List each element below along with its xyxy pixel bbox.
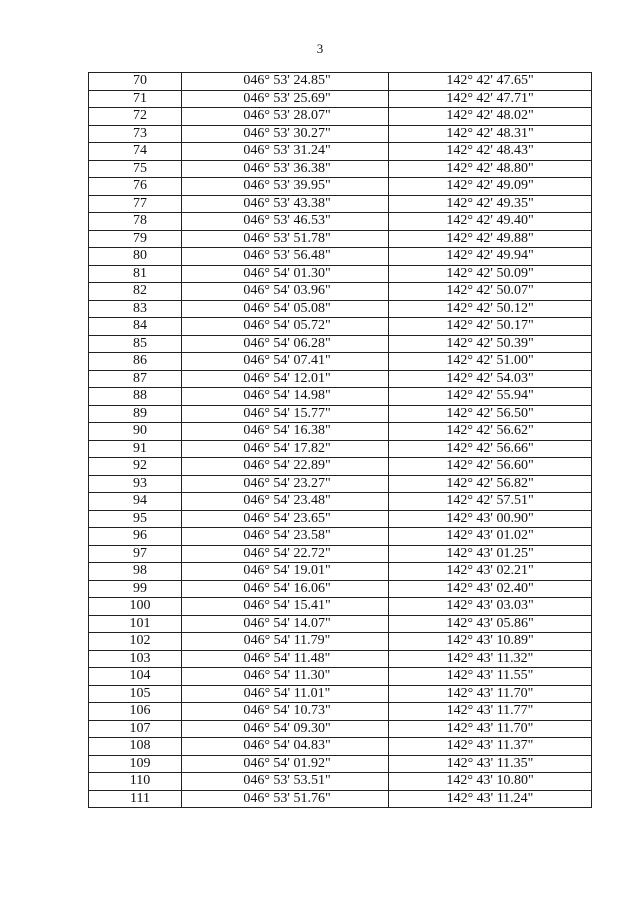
table-row (89, 580, 592, 598)
table-row (89, 615, 592, 633)
table-row (89, 318, 592, 336)
latitude-cell: 046° 54' 22.89" (182, 458, 389, 476)
latitude-cell: 046° 54' 15.77" (182, 405, 389, 423)
latitude-cell: 046° 54' 17.82" (182, 440, 389, 458)
table-row (89, 703, 592, 721)
table-row (89, 563, 592, 581)
longitude-cell: 142° 43' 11.70" (389, 685, 592, 703)
latitude-cell: 046° 54' 23.48" (182, 493, 389, 511)
latitude-cell: 046° 54' 22.72" (182, 545, 389, 563)
table-row (89, 738, 592, 756)
point-number-cell: 98 (89, 563, 182, 581)
latitude-cell: 046° 53' 25.69" (182, 90, 389, 108)
point-number-cell: 89 (89, 405, 182, 423)
table-row (89, 125, 592, 143)
page-number: 3 (316, 41, 324, 56)
longitude-cell: 142° 42' 49.88" (389, 230, 592, 248)
point-number-cell: 70 (89, 73, 182, 91)
table-row (89, 458, 592, 476)
latitude-cell: 046° 54' 14.07" (182, 615, 389, 633)
table-row (89, 510, 592, 528)
longitude-cell: 142° 42' 48.31" (389, 125, 592, 143)
point-number-cell: 108 (89, 738, 182, 756)
point-number-cell: 76 (89, 178, 182, 196)
point-number-cell: 103 (89, 650, 182, 668)
latitude-cell: 046° 54' 01.30" (182, 265, 389, 283)
latitude-cell: 046° 53' 28.07" (182, 108, 389, 126)
coordinates-table-body (89, 73, 592, 808)
longitude-cell: 142° 42' 54.03" (389, 370, 592, 388)
point-number-cell: 78 (89, 213, 182, 231)
table-row (89, 213, 592, 231)
longitude-cell: 142° 43' 11.55" (389, 668, 592, 686)
point-number-cell: 99 (89, 580, 182, 598)
point-number-cell: 90 (89, 423, 182, 441)
point-number-cell: 71 (89, 90, 182, 108)
latitude-cell: 046° 54' 12.01" (182, 370, 389, 388)
table-row (89, 143, 592, 161)
longitude-cell: 142° 42' 47.65" (389, 73, 592, 91)
latitude-cell: 046° 54' 10.73" (182, 703, 389, 721)
point-number-cell: 94 (89, 493, 182, 511)
table-row (89, 283, 592, 301)
latitude-cell: 046° 54' 05.72" (182, 318, 389, 336)
latitude-cell: 046° 54' 07.41" (182, 353, 389, 371)
longitude-cell: 142° 43' 11.24" (389, 790, 592, 808)
point-number-cell: 101 (89, 615, 182, 633)
longitude-cell: 142° 42' 48.02" (389, 108, 592, 126)
longitude-cell: 142° 43' 11.35" (389, 755, 592, 773)
table-row (89, 195, 592, 213)
latitude-cell: 046° 54' 11.01" (182, 685, 389, 703)
point-number-cell: 110 (89, 773, 182, 791)
point-number-cell: 81 (89, 265, 182, 283)
point-number-cell: 105 (89, 685, 182, 703)
longitude-cell: 142° 42' 49.09" (389, 178, 592, 196)
table-row (89, 650, 592, 668)
longitude-cell: 142° 42' 56.62" (389, 423, 592, 441)
latitude-cell: 046° 54' 15.41" (182, 598, 389, 616)
latitude-cell: 046° 53' 51.76" (182, 790, 389, 808)
longitude-cell: 142° 43' 01.25" (389, 545, 592, 563)
latitude-cell: 046° 53' 24.85" (182, 73, 389, 91)
latitude-cell: 046° 54' 11.48" (182, 650, 389, 668)
longitude-cell: 142° 43' 11.37" (389, 738, 592, 756)
latitude-cell: 046° 53' 56.48" (182, 248, 389, 266)
table-row (89, 720, 592, 738)
table-row (89, 598, 592, 616)
table-row (89, 475, 592, 493)
table-row (89, 755, 592, 773)
latitude-cell: 046° 53' 51.78" (182, 230, 389, 248)
longitude-cell: 142° 42' 49.94" (389, 248, 592, 266)
longitude-cell: 142° 43' 11.70" (389, 720, 592, 738)
table-row (89, 545, 592, 563)
point-number-cell: 85 (89, 335, 182, 353)
table-row (89, 178, 592, 196)
latitude-cell: 046° 54' 23.58" (182, 528, 389, 546)
latitude-cell: 046° 53' 30.27" (182, 125, 389, 143)
longitude-cell: 142° 42' 48.43" (389, 143, 592, 161)
latitude-cell: 046° 54' 14.98" (182, 388, 389, 406)
longitude-cell: 142° 43' 03.03" (389, 598, 592, 616)
point-number-cell: 73 (89, 125, 182, 143)
latitude-cell: 046° 54' 16.06" (182, 580, 389, 598)
longitude-cell: 142° 43' 11.32" (389, 650, 592, 668)
longitude-cell: 142° 43' 02.40" (389, 580, 592, 598)
longitude-cell: 142° 42' 50.12" (389, 300, 592, 318)
longitude-cell: 142° 43' 10.80" (389, 773, 592, 791)
longitude-cell: 142° 43' 05.86" (389, 615, 592, 633)
latitude-cell: 046° 53' 39.95" (182, 178, 389, 196)
table-row (89, 773, 592, 791)
latitude-cell: 046° 53' 53.51" (182, 773, 389, 791)
table-row (89, 248, 592, 266)
table-row (89, 230, 592, 248)
latitude-cell: 046° 54' 05.08" (182, 300, 389, 318)
table-row (89, 633, 592, 651)
table-row (89, 685, 592, 703)
table-row (89, 73, 592, 91)
longitude-cell: 142° 42' 47.71" (389, 90, 592, 108)
point-number-cell: 97 (89, 545, 182, 563)
latitude-cell: 046° 54' 06.28" (182, 335, 389, 353)
point-number-cell: 109 (89, 755, 182, 773)
table-row (89, 370, 592, 388)
longitude-cell: 142° 42' 50.17" (389, 318, 592, 336)
table-row (89, 528, 592, 546)
point-number-cell: 80 (89, 248, 182, 266)
point-number-cell: 102 (89, 633, 182, 651)
table-row (89, 90, 592, 108)
longitude-cell: 142° 43' 10.89" (389, 633, 592, 651)
point-number-cell: 95 (89, 510, 182, 528)
table-row (89, 423, 592, 441)
latitude-cell: 046° 54' 16.38" (182, 423, 389, 441)
point-number-cell: 84 (89, 318, 182, 336)
point-number-cell: 83 (89, 300, 182, 318)
point-number-cell: 100 (89, 598, 182, 616)
longitude-cell: 142° 42' 50.07" (389, 283, 592, 301)
point-number-cell: 79 (89, 230, 182, 248)
point-number-cell: 72 (89, 108, 182, 126)
point-number-cell: 96 (89, 528, 182, 546)
point-number-cell: 106 (89, 703, 182, 721)
longitude-cell: 142° 42' 48.80" (389, 160, 592, 178)
coordinates-table (88, 72, 592, 808)
table-row (89, 388, 592, 406)
longitude-cell: 142° 42' 49.40" (389, 213, 592, 231)
longitude-cell: 142° 42' 57.51" (389, 493, 592, 511)
longitude-cell: 142° 42' 55.94" (389, 388, 592, 406)
point-number-cell: 77 (89, 195, 182, 213)
longitude-cell: 142° 42' 56.82" (389, 475, 592, 493)
latitude-cell: 046° 54' 01.92" (182, 755, 389, 773)
longitude-cell: 142° 42' 49.35" (389, 195, 592, 213)
latitude-cell: 046° 54' 23.27" (182, 475, 389, 493)
longitude-cell: 142° 42' 56.66" (389, 440, 592, 458)
table-row (89, 405, 592, 423)
table-row (89, 790, 592, 808)
latitude-cell: 046° 53' 43.38" (182, 195, 389, 213)
table-row (89, 160, 592, 178)
longitude-cell: 142° 42' 50.09" (389, 265, 592, 283)
latitude-cell: 046° 53' 31.24" (182, 143, 389, 161)
latitude-cell: 046° 54' 04.83" (182, 738, 389, 756)
table-row (89, 108, 592, 126)
longitude-cell: 142° 42' 56.50" (389, 405, 592, 423)
point-number-cell: 86 (89, 353, 182, 371)
table-row (89, 668, 592, 686)
latitude-cell: 046° 54' 11.79" (182, 633, 389, 651)
table-row (89, 353, 592, 371)
table-row (89, 493, 592, 511)
point-number-cell: 82 (89, 283, 182, 301)
longitude-cell: 142° 43' 00.90" (389, 510, 592, 528)
longitude-cell: 142° 42' 51.00" (389, 353, 592, 371)
point-number-cell: 91 (89, 440, 182, 458)
table-row (89, 335, 592, 353)
point-number-cell: 92 (89, 458, 182, 476)
table-row (89, 300, 592, 318)
point-number-cell: 93 (89, 475, 182, 493)
point-number-cell: 75 (89, 160, 182, 178)
longitude-cell: 142° 42' 56.60" (389, 458, 592, 476)
longitude-cell: 142° 43' 01.02" (389, 528, 592, 546)
latitude-cell: 046° 54' 23.65" (182, 510, 389, 528)
point-number-cell: 104 (89, 668, 182, 686)
latitude-cell: 046° 53' 46.53" (182, 213, 389, 231)
latitude-cell: 046° 53' 36.38" (182, 160, 389, 178)
latitude-cell: 046° 54' 09.30" (182, 720, 389, 738)
point-number-cell: 111 (89, 790, 182, 808)
point-number-cell: 107 (89, 720, 182, 738)
point-number-cell: 88 (89, 388, 182, 406)
table-row (89, 265, 592, 283)
point-number-cell: 87 (89, 370, 182, 388)
longitude-cell: 142° 43' 11.77" (389, 703, 592, 721)
latitude-cell: 046° 54' 19.01" (182, 563, 389, 581)
longitude-cell: 142° 43' 02.21" (389, 563, 592, 581)
table-row (89, 440, 592, 458)
point-number-cell: 74 (89, 143, 182, 161)
longitude-cell: 142° 42' 50.39" (389, 335, 592, 353)
latitude-cell: 046° 54' 11.30" (182, 668, 389, 686)
latitude-cell: 046° 54' 03.96" (182, 283, 389, 301)
